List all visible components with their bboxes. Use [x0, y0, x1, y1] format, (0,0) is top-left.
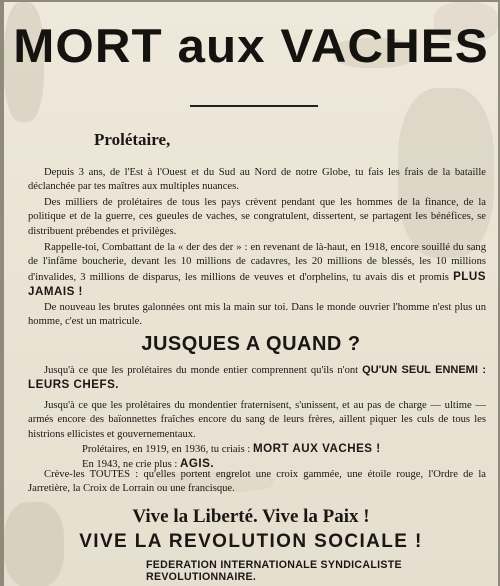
- line-1919-text: Prolétaires, en 1919, en 1936, tu criais :: [82, 444, 251, 455]
- seul-ennemi: QU'UN SEUL ENNEMI :: [362, 364, 486, 376]
- paragraph-2: Des milliers de prolétaires de tous les pays crèvent pendant que les hommes de la finance, de la politique et de la guerre, ces gueules de vaches, se congratulent, dissertent, se partagent les bénéfices, se distribuent prébendes et privilèges.: [28, 197, 486, 237]
- paragraph-3: [28, 241, 486, 300]
- paragraph-1: Depuis 3 ans, de l'Est à l'Ouest et du Sud au Nord de notre Globe, tu fais les frais de la bataille déclanchée par tes maîtres aux multiples nuances.: [28, 167, 486, 193]
- poster-title: MORT aux VACHES: [13, 19, 489, 72]
- agis-emphasis: AGIS.: [179, 457, 215, 470]
- paragraph-4: De nouveau les brutes galonnées ont mis la main sur toi. Dans le monde ouvrier l'homme n'est plus un homme, c'est un matricule.: [28, 302, 486, 328]
- signature: FEDERATION INTERNATIONALE SYNDICALISTE REVOLUTIONNAIRE.: [146, 559, 402, 583]
- line-1943-text: En 1943, ne crie plus :: [82, 459, 178, 470]
- paragraph-9: Crève-les TOUTES : qu'elles portent engrelot une croix gammée, une étoile rouge, l'Ordre de la Jarretière, la Croix de Lorrain ou une francisque.: [28, 469, 486, 495]
- line-1919: [82, 442, 381, 457]
- poster: [4, 2, 498, 586]
- paragraph-6: Jusqu'à ce que les prolétaires du mondentier fraternisent, s'unissent, et au pas de charge — ultime — armés encore des baïonnettes fraîches encore du sang de leurs frères, aillent piquer les culs de tous les histrions ellicistes et gouvernementaux.: [28, 400, 486, 440]
- paragraph-5: [28, 363, 486, 394]
- greeting: Prolétaire,: [94, 130, 171, 149]
- vive-liberte-slogan: Vive la Liberté. Vive la Paix !: [132, 506, 370, 527]
- plus-jamais-emphasis: PLUS JAMAIS !: [28, 269, 486, 298]
- mort-aux-vaches-emphasis: MORT AUX VACHES !: [252, 442, 381, 455]
- leurs-chefs-emphasis: LEURS CHEFS.: [28, 378, 120, 392]
- title-rule: [190, 105, 318, 107]
- paragraph-3-text: Rappelle-toi, Combattant de la « der des der » : en revenant de là-haut, en 1918, encore souillé du sang de l'infâme boucherie, devant les 10 millions de cadavres, les 20 millions de blessés, les 10 millions d'invalides, 3 millions de disparus, les millions de veuves et d'orphelins, tu avais dis et promis: [28, 242, 486, 283]
- question-heading: JUSQUES A QUAND ?: [141, 333, 361, 355]
- paragraph-5-text: Jusqu'à ce que les prolétaires du monde entier comprennent qu'ils n'ont: [44, 365, 359, 376]
- vive-revolution-slogan: VIVE LA REVOLUTION SOCIALE !: [79, 531, 423, 552]
